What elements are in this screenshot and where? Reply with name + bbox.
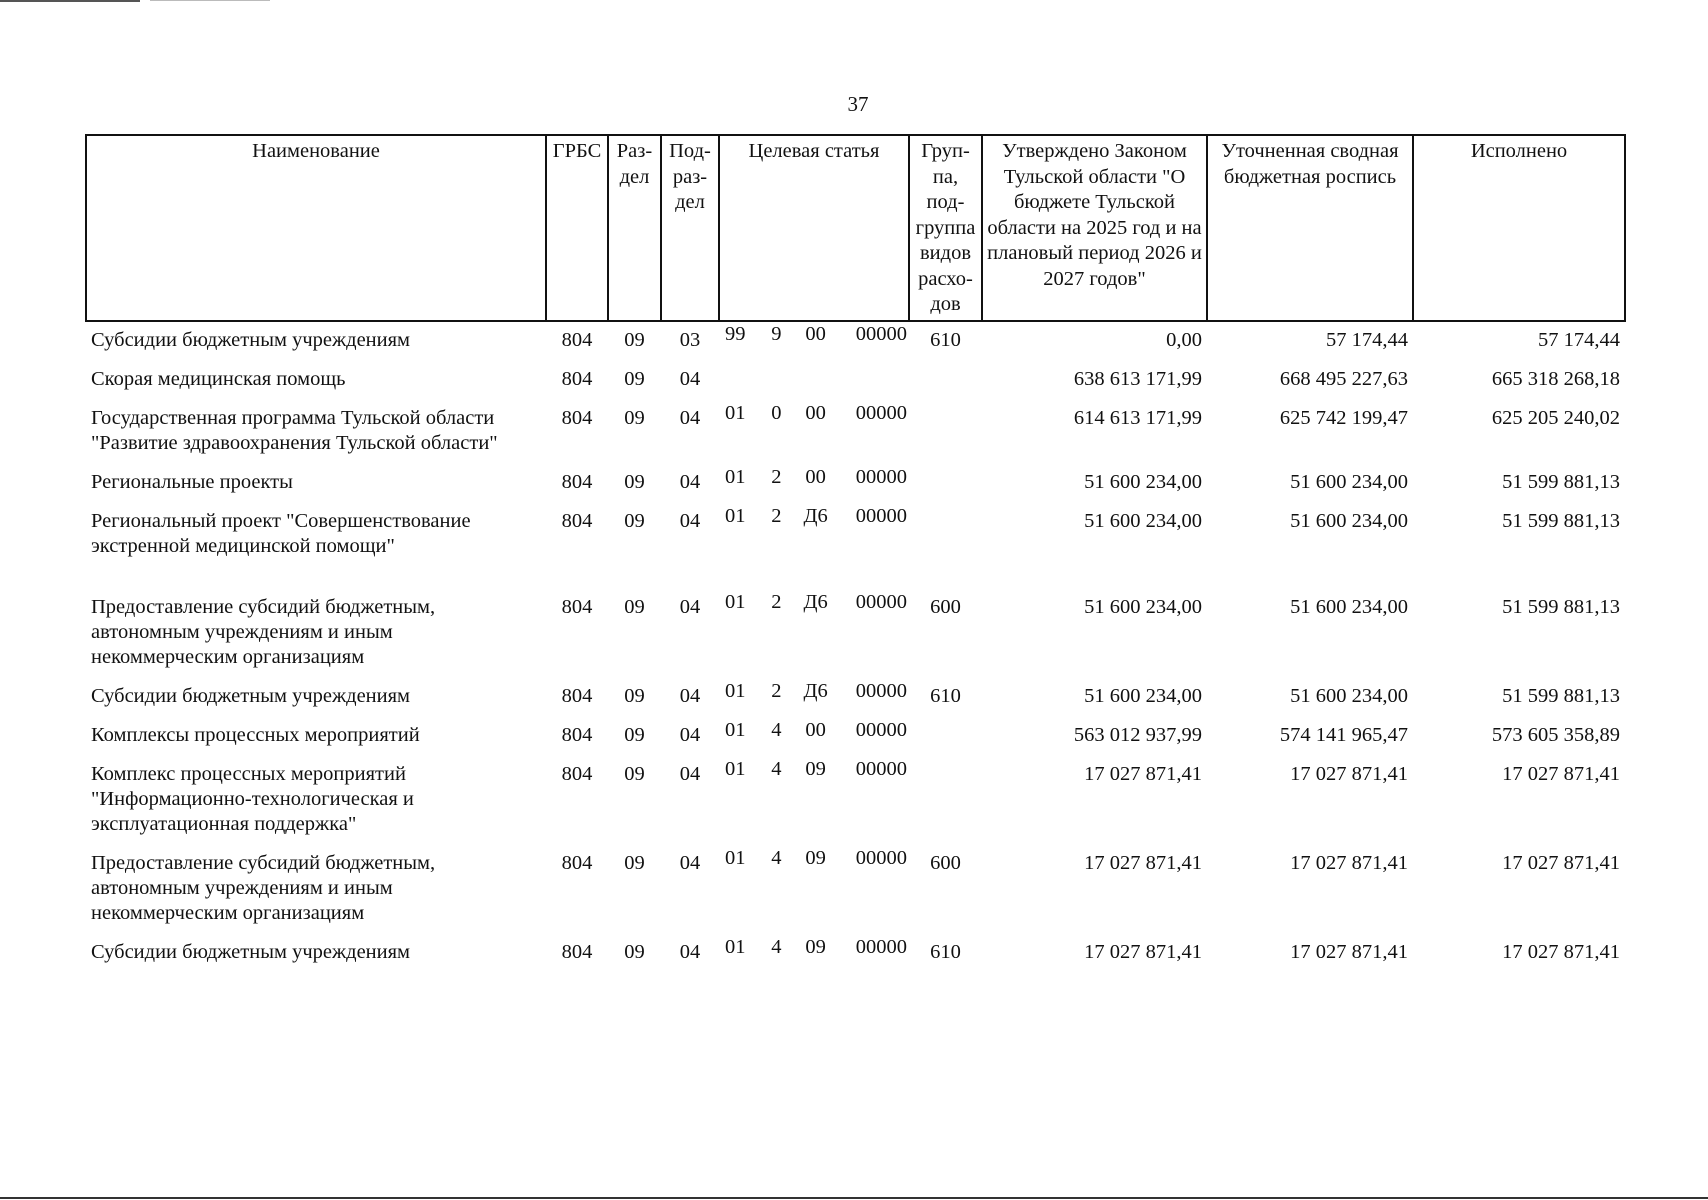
- row-razdel: 09: [624, 724, 645, 746]
- row-expense-group: 610: [930, 941, 961, 963]
- header-podrazdel: Под- раз- дел: [661, 135, 719, 321]
- header-refined: Уточненная сводная бюджетная роспись: [1207, 135, 1413, 321]
- target-direction: 00000: [855, 402, 907, 424]
- header-executed: Исполнено: [1413, 135, 1625, 321]
- table-row: [86, 362, 1625, 401]
- row-executed: 51 599 881,13: [1502, 471, 1620, 493]
- row-grbs: 804: [561, 596, 593, 618]
- scan-artifact-top-faint: [150, 0, 270, 1]
- row-podrazdel: 04: [679, 941, 701, 963]
- row-razdel: 09: [624, 368, 645, 390]
- row-executed: 665 318 268,18: [1491, 368, 1620, 390]
- target-type: 9: [771, 323, 782, 345]
- target-program: 01: [725, 719, 746, 741]
- target-type: 0: [771, 402, 782, 424]
- row-expense-group: 600: [930, 596, 961, 618]
- target-type: 2: [771, 680, 782, 702]
- target-program: 01: [725, 758, 746, 780]
- row-podrazdel: 04: [679, 852, 701, 874]
- row-approved: 0,00: [1166, 329, 1202, 351]
- row-refined: 51 600 234,00: [1290, 685, 1408, 707]
- target-type: 2: [771, 505, 782, 527]
- table-row: [86, 679, 1625, 718]
- target-direction: 00000: [855, 680, 907, 702]
- row-refined: 625 742 199,47: [1279, 407, 1408, 429]
- row-target-article: [719, 846, 909, 935]
- row-approved: 614 613 171,99: [1073, 407, 1202, 429]
- target-event: Д6: [803, 505, 828, 527]
- row-grbs: 804: [561, 510, 593, 532]
- target-event: 09: [805, 847, 826, 869]
- row-expense-group: [909, 465, 982, 504]
- target-program: 01: [725, 680, 746, 702]
- row-approved: 17 027 871,41: [1084, 763, 1202, 785]
- row-podrazdel: 04: [679, 510, 701, 532]
- row-name: Предоставление субсидий бюджетным, автономным учреждениям и иным некоммерческим организациям: [91, 852, 436, 924]
- row-podrazdel: 04: [679, 596, 701, 618]
- row-refined: 574 141 965,47: [1279, 724, 1408, 746]
- target-type: 4: [771, 758, 782, 780]
- row-name: Государственная программа Тульской области "Развитие здравоохранения Тульской области": [91, 407, 498, 454]
- row-refined: 17 027 871,41: [1290, 852, 1408, 874]
- target-event: Д6: [803, 591, 828, 613]
- target-direction: 00000: [855, 591, 907, 613]
- row-razdel: 09: [624, 407, 645, 429]
- row-podrazdel: 03: [679, 329, 701, 351]
- row-executed: 573 605 358,89: [1491, 724, 1620, 746]
- row-approved: 17 027 871,41: [1084, 941, 1202, 963]
- target-direction: 00000: [855, 847, 907, 869]
- row-executed: 17 027 871,41: [1502, 941, 1620, 963]
- table-row: [86, 504, 1625, 590]
- target-program: 01: [725, 847, 746, 869]
- row-approved: 638 613 171,99: [1073, 368, 1202, 390]
- row-refined: 668 495 227,63: [1279, 368, 1408, 390]
- page-number-text: 37: [847, 92, 869, 116]
- row-grbs: 804: [561, 852, 593, 874]
- row-target-article: [719, 321, 909, 362]
- row-target-article: [719, 401, 909, 465]
- target-program: 01: [725, 936, 746, 958]
- target-program: 01: [725, 466, 746, 488]
- scan-artifact-bottom: [0, 1197, 1708, 1199]
- row-expense-group: 610: [930, 329, 961, 351]
- row-name: Скорая медицинская помощь: [91, 368, 346, 390]
- row-razdel: 09: [624, 685, 645, 707]
- table-row: [86, 401, 1625, 465]
- row-grbs: 804: [561, 941, 593, 963]
- target-type: 4: [771, 936, 782, 958]
- budget-table: [85, 134, 1626, 974]
- row-podrazdel: 04: [679, 763, 701, 785]
- target-direction: 00000: [855, 323, 907, 345]
- row-expense-group: [909, 757, 982, 846]
- row-approved: 51 600 234,00: [1084, 596, 1202, 618]
- row-podrazdel: 04: [679, 407, 701, 429]
- row-razdel: 09: [624, 471, 645, 493]
- table-row: [86, 757, 1625, 846]
- row-target-article: [719, 590, 909, 679]
- row-razdel: 09: [624, 763, 645, 785]
- header-approved: Утверждено Законом Тульской области "О бюджете Тульской области на 2025 год и на плановый период 2026 и 2027 годов": [982, 135, 1207, 321]
- row-name: Субсидии бюджетным учреждениям: [91, 329, 411, 351]
- row-name: Региональный проект "Совершенствование экстренной медицинской помощи": [91, 510, 471, 557]
- row-executed: 17 027 871,41: [1502, 763, 1620, 785]
- row-refined: 57 174,44: [1326, 329, 1408, 351]
- row-grbs: 804: [561, 368, 593, 390]
- table-row: [86, 590, 1625, 679]
- page-number: [0, 92, 1708, 117]
- target-event: 00: [805, 466, 826, 488]
- target-direction: 00000: [855, 758, 907, 780]
- row-razdel: 09: [624, 596, 645, 618]
- header-name: Наименование: [86, 135, 546, 321]
- row-grbs: 804: [561, 763, 593, 785]
- row-expense-group: 600: [930, 852, 961, 874]
- row-grbs: 804: [561, 685, 593, 707]
- row-podrazdel: 04: [679, 685, 701, 707]
- row-name: Субсидии бюджетным учреждениям: [91, 685, 411, 707]
- row-target-article: [719, 362, 909, 401]
- target-event: 00: [805, 402, 826, 424]
- target-program: 01: [725, 591, 746, 613]
- target-direction: 00000: [855, 936, 907, 958]
- row-target-article: [719, 718, 909, 757]
- row-name: Комплексы процессных мероприятий: [91, 724, 420, 746]
- target-direction: 00000: [855, 466, 907, 488]
- table-row: [86, 935, 1625, 974]
- header-expense-group: Груп- па, под- группа видов расхо- дов: [909, 135, 982, 321]
- target-event: 00: [805, 323, 826, 345]
- row-podrazdel: 04: [679, 471, 701, 493]
- row-expense-group: [909, 401, 982, 465]
- row-grbs: 804: [561, 471, 593, 493]
- table-row: [86, 846, 1625, 935]
- row-executed: 57 174,44: [1538, 329, 1620, 351]
- row-razdel: 09: [624, 941, 645, 963]
- row-refined: 51 600 234,00: [1290, 471, 1408, 493]
- row-target-article: [719, 465, 909, 504]
- target-direction: 00000: [855, 505, 907, 527]
- header-razdel: Раз- дел: [608, 135, 661, 321]
- row-refined: 17 027 871,41: [1290, 763, 1408, 785]
- row-target-article: [719, 504, 909, 590]
- header-target-article: Целевая статья: [719, 135, 909, 321]
- row-executed: 51 599 881,13: [1502, 596, 1620, 618]
- row-grbs: 804: [561, 407, 593, 429]
- target-type: 2: [771, 466, 782, 488]
- row-expense-group: 610: [930, 685, 961, 707]
- header-grbs: ГРБС: [546, 135, 608, 321]
- target-type: 2: [771, 591, 782, 613]
- row-refined: 17 027 871,41: [1290, 941, 1408, 963]
- row-expense-group: [909, 504, 982, 590]
- target-event: 00: [805, 719, 826, 741]
- row-executed: 51 599 881,13: [1502, 685, 1620, 707]
- row-executed: 51 599 881,13: [1502, 510, 1620, 532]
- row-approved: 51 600 234,00: [1084, 685, 1202, 707]
- row-refined: 51 600 234,00: [1290, 510, 1408, 532]
- row-target-article: [719, 935, 909, 974]
- table-row: [86, 465, 1625, 504]
- table-row: [86, 321, 1625, 362]
- table-row: [86, 718, 1625, 757]
- target-type: 4: [771, 719, 782, 741]
- row-name: Комплекс процессных мероприятий "Информационно-технологическая и эксплуатационная поддержка": [91, 763, 414, 835]
- row-expense-group: [909, 718, 982, 757]
- row-refined: 51 600 234,00: [1290, 596, 1408, 618]
- row-executed: 625 205 240,02: [1491, 407, 1620, 429]
- row-podrazdel: 04: [679, 368, 701, 390]
- row-razdel: 09: [624, 510, 645, 532]
- target-event: Д6: [803, 680, 828, 702]
- table-header-row: [86, 135, 1625, 321]
- row-grbs: 804: [561, 724, 593, 746]
- row-approved: 51 600 234,00: [1084, 510, 1202, 532]
- row-grbs: 804: [561, 329, 593, 351]
- row-razdel: 09: [624, 329, 645, 351]
- row-name: Региональные проекты: [91, 471, 293, 493]
- target-program: 99: [725, 323, 746, 345]
- row-executed: 17 027 871,41: [1502, 852, 1620, 874]
- row-name: Предоставление субсидий бюджетным, автономным учреждениям и иным некоммерческим организациям: [91, 596, 436, 668]
- target-type: 4: [771, 847, 782, 869]
- target-event: 09: [805, 758, 826, 780]
- row-podrazdel: 04: [679, 724, 701, 746]
- row-expense-group: [909, 362, 982, 401]
- row-approved: 17 027 871,41: [1084, 852, 1202, 874]
- row-approved: 563 012 937,99: [1073, 724, 1202, 746]
- row-target-article: [719, 757, 909, 846]
- row-target-article: [719, 679, 909, 718]
- row-razdel: 09: [624, 852, 645, 874]
- row-approved: 51 600 234,00: [1084, 471, 1202, 493]
- target-event: 09: [805, 936, 826, 958]
- target-direction: 00000: [855, 719, 907, 741]
- table-body: [86, 321, 1625, 974]
- target-program: 01: [725, 505, 746, 527]
- row-name: Субсидии бюджетным учреждениям: [91, 941, 411, 963]
- scan-artifact-top: [0, 0, 140, 2]
- target-program: 01: [725, 402, 746, 424]
